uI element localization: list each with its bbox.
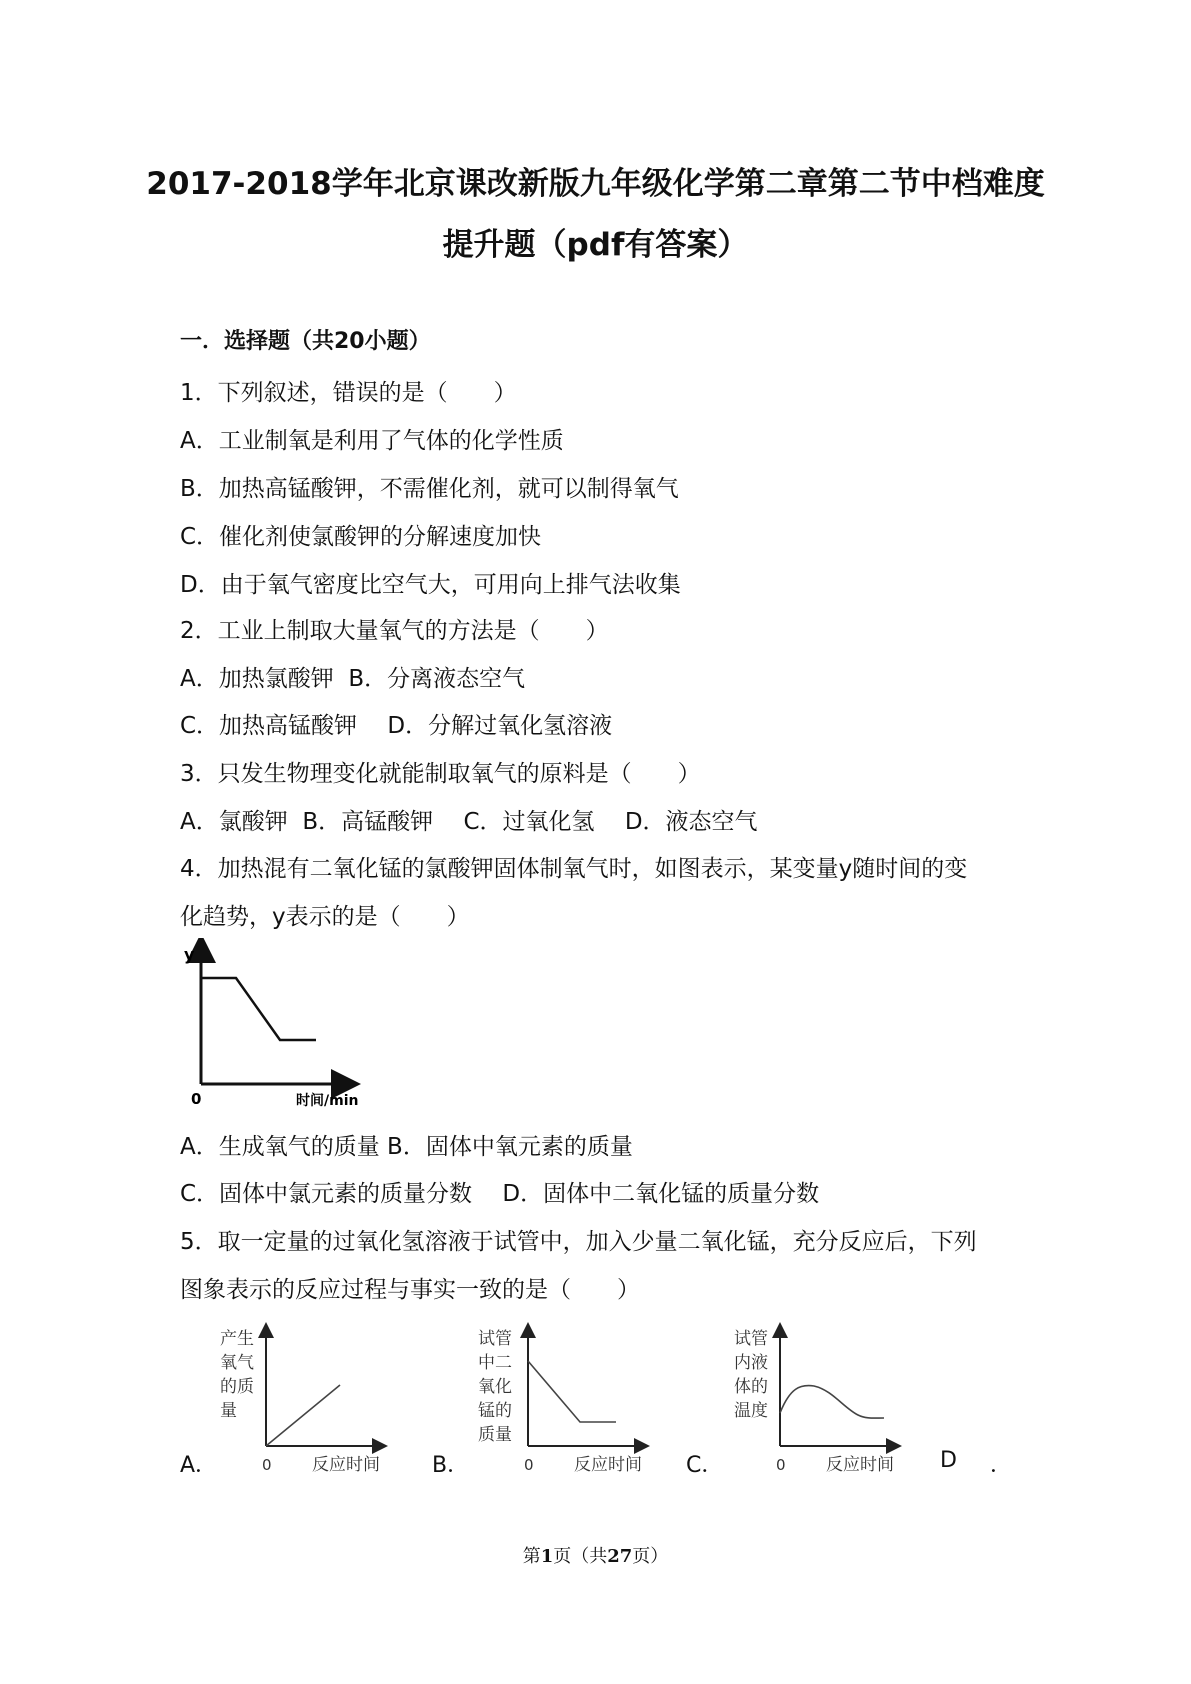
page-footer: [0, 1542, 1191, 1568]
temperature-curve: [780, 1386, 884, 1419]
q5-graph-b: [476, 1318, 651, 1487]
q4-options-ab: A．生成氧气的质量 B．固体中氧元素的质量: [180, 1134, 633, 1160]
section-heading: 一．选择题（共20小题）: [180, 329, 431, 354]
q5-option-b-label: B．: [432, 1453, 470, 1478]
origin-label: 0: [262, 1456, 272, 1474]
q5-option-d-dot: ．: [990, 1453, 1013, 1478]
q5-option-a-label: A．: [180, 1453, 218, 1478]
q5-graph-a: [214, 1318, 389, 1482]
y-label-5: 质量: [478, 1425, 512, 1445]
q1-option-d: D．由于氧气密度比空气大，可用向上排气法收集: [180, 572, 681, 598]
origin-label: 0: [776, 1456, 786, 1474]
footer-suffix: 页）: [632, 1546, 669, 1567]
oxygen-mass-line: [266, 1385, 340, 1446]
y-label-4: 温度: [734, 1401, 768, 1421]
y-label-4: 量: [220, 1401, 237, 1421]
y-axis-label: y: [184, 945, 195, 964]
y-label-1: 试管: [478, 1329, 512, 1349]
q3-options: A．氯酸钾 B．高锰酸钾 C．过氧化氢 D．液态空气: [180, 809, 758, 835]
y-label-3: 氧化: [478, 1377, 512, 1397]
question-4-line2: 化趋势，y表示的是（ ）: [180, 904, 470, 930]
q5-option-d-label: D: [940, 1448, 957, 1473]
q5-graph-c: [728, 1318, 903, 1482]
x-axis-label: 反应时间: [312, 1455, 380, 1475]
mno2-mass-line: [528, 1361, 616, 1422]
y-label-3: 的质: [220, 1377, 254, 1397]
origin-label: 0: [524, 1456, 534, 1474]
document-title-line1: 2017-2018学年北京课改新版九年级化学第二章第二节中档难度: [146, 166, 1045, 202]
q2-options-ab: A．加热氯酸钾 B．分离液态空气: [180, 666, 526, 692]
q4-options-cd: C．固体中氯元素的质量分数 D．固体中二氧化锰的质量分数: [180, 1181, 820, 1207]
question-4-line1: 4．加热混有二氧化锰的氯酸钾固体制氧气时，如图表示，某变量y随时间的变: [180, 856, 968, 882]
x-axis-label: 反应时间: [826, 1455, 894, 1475]
q2-options-cd: C．加热高锰酸钾 D．分解过氧化氢溶液: [180, 713, 613, 739]
x-axis-label: 时间/min: [296, 1093, 359, 1108]
footer-middle: 页（共: [553, 1546, 608, 1567]
y-label-2: 内液: [734, 1353, 768, 1373]
document-title-line2: 提升题（pdf有答案）: [442, 227, 749, 263]
y-label-3: 体的: [734, 1377, 768, 1397]
y-label-2: 氧气: [220, 1353, 254, 1373]
y-label-1: 产生: [220, 1329, 254, 1349]
q1-option-c: C．催化剂使氯酸钾的分解速度加快: [180, 524, 542, 550]
y-label-2: 中二: [478, 1353, 512, 1373]
footer-prefix: 第: [522, 1546, 541, 1567]
x-axis-label: 反应时间: [574, 1455, 642, 1475]
question-5-line1: 5．取一定量的过氧化氢溶液于试管中，加入少量二氧化锰，充分反应后，下列: [180, 1229, 977, 1255]
q5-option-c-label: C．: [686, 1453, 724, 1478]
y-curve: [201, 978, 316, 1040]
footer-total-pages: 27: [607, 1546, 633, 1567]
question-1: 1．下列叙述，错误的是（ ）: [180, 380, 517, 406]
q1-option-b: B．加热高锰酸钾，不需催化剂，就可以制得氧气: [180, 476, 679, 502]
q1-option-a: A．工业制氧是利用了气体的化学性质: [180, 428, 564, 454]
y-label-1: 试管: [734, 1329, 768, 1349]
origin-label: 0: [191, 1090, 202, 1108]
footer-page-number: 1: [540, 1546, 554, 1567]
question-3: 3．只发生物理变化就能制取氧气的原料是（ ）: [180, 761, 701, 787]
question-5-line2: 图象表示的反应过程与事实一致的是（ ）: [180, 1277, 640, 1303]
q4-graph: [178, 938, 378, 1112]
y-label-4: 锰的: [478, 1401, 512, 1421]
question-2: 2．工业上制取大量氧气的方法是（ ）: [180, 618, 609, 644]
